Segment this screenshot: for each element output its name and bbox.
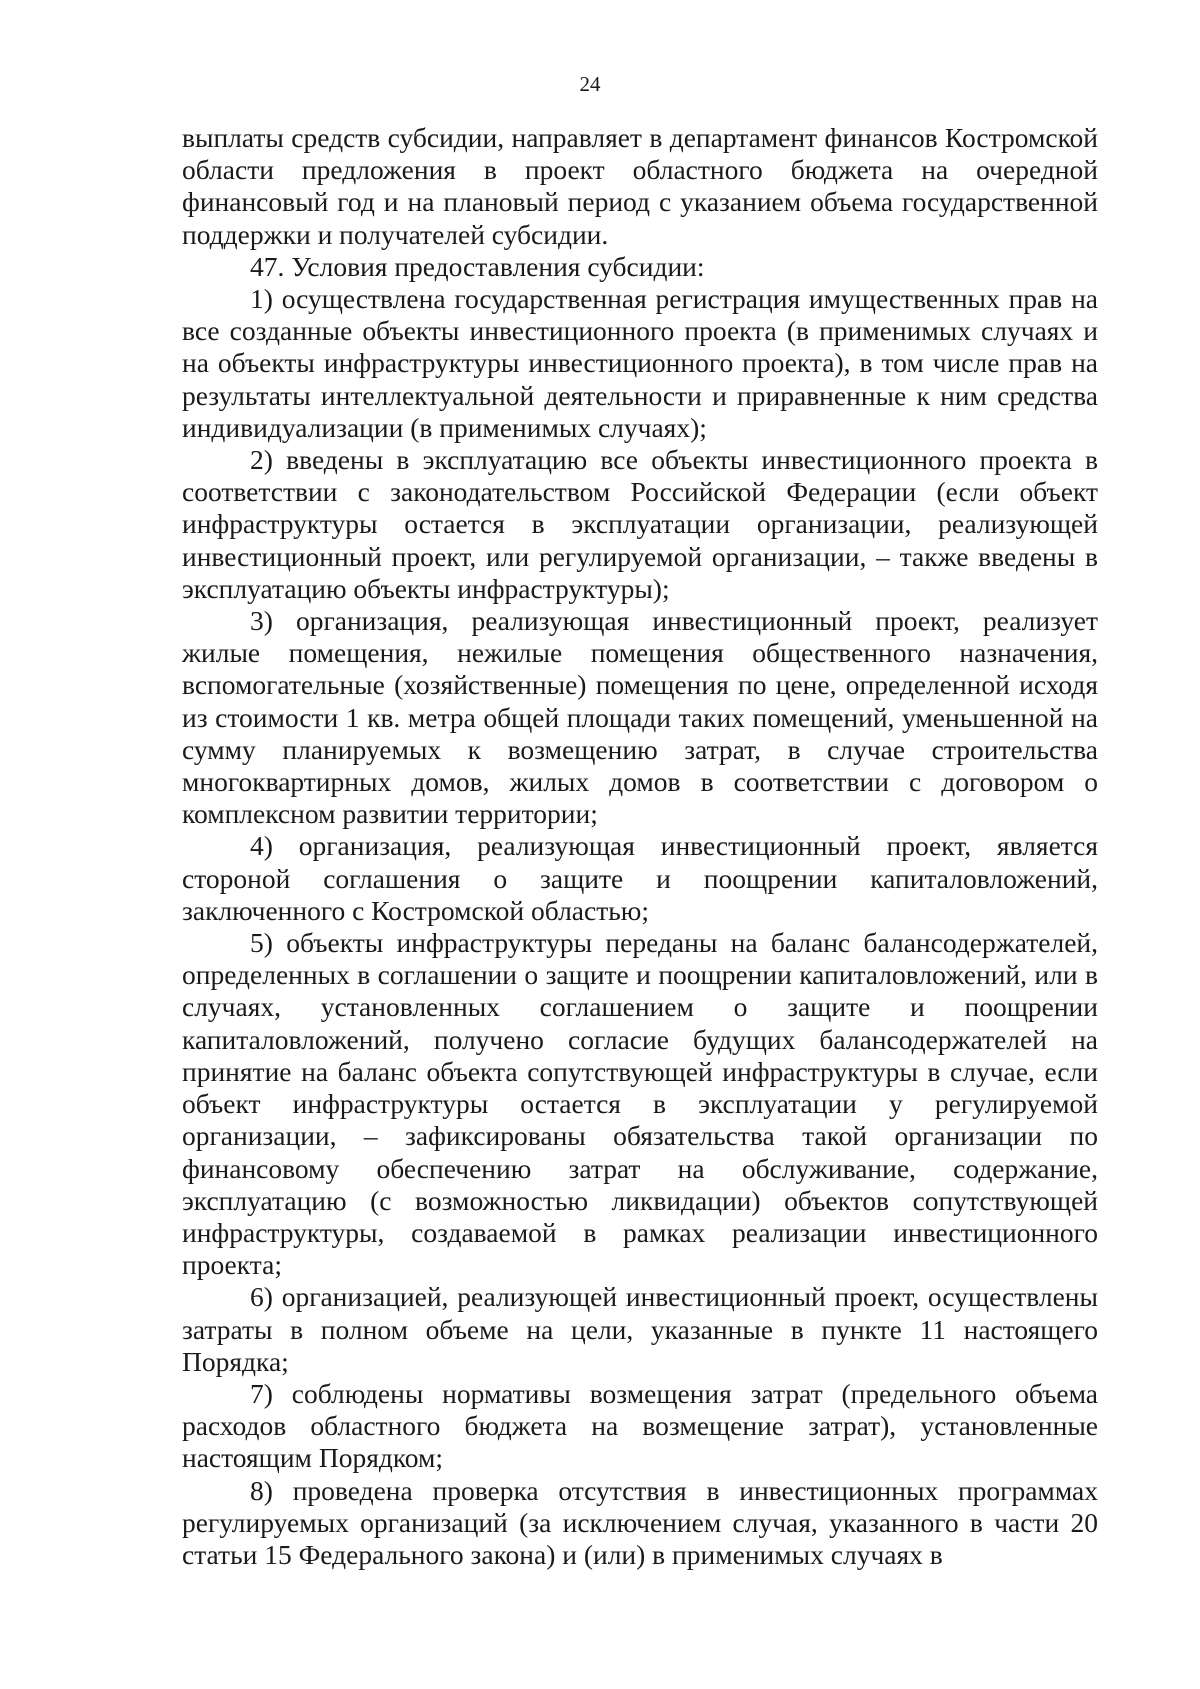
document-body [182,122,1098,1571]
list-item-4: 4) организация, реализующая инвестиционный проект, является стороной соглашения о защите и поощрении капиталовложений, заключенного с Костромской областью; [182,830,1098,926]
page-number: 24 [579,72,601,96]
list-item-5: 5) объекты инфраструктуры переданы на баланс балансодержателей, определенных в соглашении о защите и поощрении капиталовложений, или в случаях, установленных соглашением о защите и поощрении капиталовложений, получено согласие будущих балансодержателей на принятие на баланс объекта сопутствующей инфраструктуры в случае, если объект инфраструктуры остается в эксплуатации у регулируемой организации, – зафиксированы обязательства такой организации по финансовому обеспечению затрат на обслуживание, содержание, эксплуатацию (с возможностью ликвидации) объектов сопутствующей инфраструктуры, создаваемой в рамках реализации инвестиционного проекта; [182,927,1098,1281]
list-item-3: 3) организация, реализующая инвестиционный проект, реализует жилые помещения, нежилые помещения общественного назначения, вспомогательные (хозяйственные) помещения по цене, определенной исходя из стоимости 1 кв. метра общей площади таких помещений, уменьшенной на сумму планируемых к возмещению затрат, в случае строительства многоквартирных домов, жилых домов в соответствии с договором о комплексном развитии территории; [182,605,1098,830]
list-item-8: 8) проведена проверка отсутствия в инвестиционных программах регулируемых организаций (за исключением случая, указанного в части 20 статьи 15 Федерального закона) и (или) в применимых случаях в [182,1474,1098,1570]
list-item-2: 2) введены в эксплуатацию все объекты инвестиционного проекта в соответствии с законодательством Российской Федерации (если объект инфраструктуры остается в эксплуатации организации, реализующей инвестиционный проект, или регулируемой организации, – также введены в эксплуатацию объекты инфраструктуры); [182,444,1098,604]
list-item-6: 6) организацией, реализующей инвестиционный проект, осуществлены затраты в полном объеме на цели, указанные в пункте 11 настоящего Порядка; [182,1281,1098,1377]
list-item-1: 1) осуществлена государственная регистрация имущественных прав на все созданные объекты инвестиционного проекта (в применимых случаях и на объекты инфраструктуры инвестиционного проекта), в том числе прав на результаты интеллектуальной деятельности и приравненные к ним средства индивидуализации (в применимых случаях); [182,283,1098,443]
paragraph-47-heading: 47. Условия предоставления субсидии: [250,250,705,282]
paragraph-continuation: выплаты средств субсидии, направляет в департамент финансов Костромской области предложения в проект областного бюджета на очередной финансовый год и на плановый период с указанием объема государственной поддержки и получателей субсидии. [182,122,1098,250]
list-item-7: 7) соблюдены нормативы возмещения затрат (предельного объема расходов областного бюджета на возмещение затрат), установленные настоящим Порядком; [182,1377,1098,1474]
